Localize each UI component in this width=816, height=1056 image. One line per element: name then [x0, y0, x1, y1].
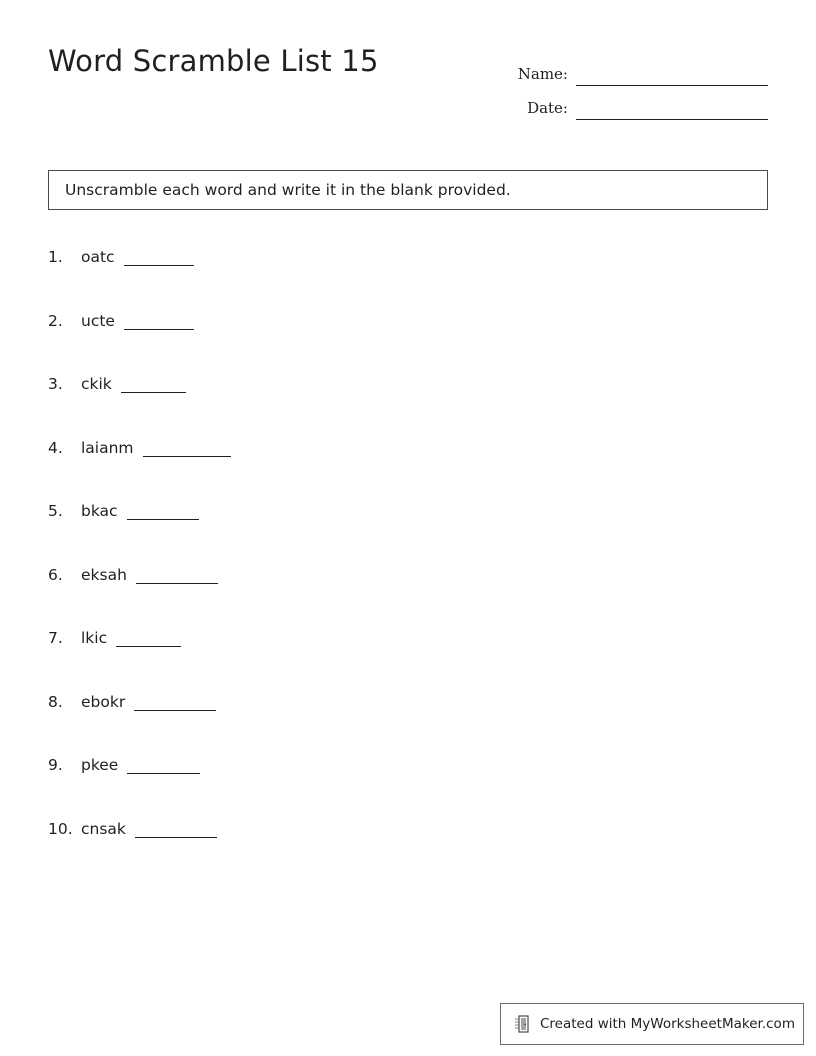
answer-blank[interactable] — [134, 693, 216, 711]
scrambled-word: eksah — [81, 565, 127, 584]
list-item — [48, 566, 768, 630]
item-number: 4. — [48, 438, 63, 457]
scrambled-word: oatc — [81, 248, 115, 266]
answer-blank[interactable] — [127, 756, 200, 774]
scrambled-word: cnsak — [81, 819, 126, 838]
list-item — [48, 312, 768, 376]
date-field-row — [516, 86, 768, 120]
list-item — [48, 248, 768, 312]
answer-blank[interactable] — [127, 502, 199, 520]
item-number: 8. — [48, 692, 63, 711]
page-title: Word Scramble List 15 — [48, 44, 379, 78]
answer-blank[interactable] — [124, 248, 194, 266]
date-field-input[interactable] — [576, 99, 768, 120]
worksheet-credit-badge[interactable] — [500, 1003, 804, 1045]
scrambled-word: lkic — [81, 629, 108, 647]
answer-blank[interactable] — [124, 312, 194, 330]
worksheet-header — [48, 44, 768, 134]
item-number: 5. — [48, 502, 63, 520]
scrambled-word: pkee — [81, 756, 119, 774]
item-number: 7. — [48, 629, 63, 647]
list-item — [48, 502, 768, 566]
item-number: 9. — [48, 756, 63, 774]
item-number: 6. — [48, 565, 63, 584]
date-field-label: Date: — [527, 99, 568, 117]
answer-blank[interactable] — [136, 566, 218, 584]
list-item — [48, 756, 768, 820]
instruction-text: Unscramble each word and write it in the blank provided. — [65, 181, 511, 199]
list-item — [48, 820, 768, 884]
answer-blank[interactable] — [135, 820, 217, 838]
worksheet-credit-text: Created with MyWorksheetMaker.com — [540, 1016, 795, 1032]
answer-blank[interactable] — [121, 375, 186, 393]
door-icon — [514, 1014, 532, 1034]
name-field-label: Name: — [517, 65, 568, 83]
item-number: 2. — [48, 311, 63, 330]
list-item — [48, 629, 768, 693]
name-field-row — [516, 52, 768, 86]
answer-blank[interactable] — [116, 629, 181, 647]
scrambled-word: laianm — [81, 438, 134, 457]
list-item — [48, 439, 768, 503]
scrambled-word: ucte — [81, 311, 115, 330]
instruction-box — [48, 170, 768, 210]
scrambled-word: ebokr — [81, 692, 126, 711]
scrambled-word: ckik — [81, 375, 112, 393]
name-date-fields — [516, 52, 768, 120]
list-item — [48, 375, 768, 439]
list-item — [48, 693, 768, 757]
problem-list — [48, 248, 768, 883]
name-field-input[interactable] — [576, 65, 768, 86]
answer-blank[interactable] — [143, 439, 231, 457]
scrambled-word: bkac — [81, 502, 118, 520]
item-number: 10. — [48, 819, 73, 838]
item-number: 3. — [48, 375, 63, 393]
item-number: 1. — [48, 248, 63, 266]
